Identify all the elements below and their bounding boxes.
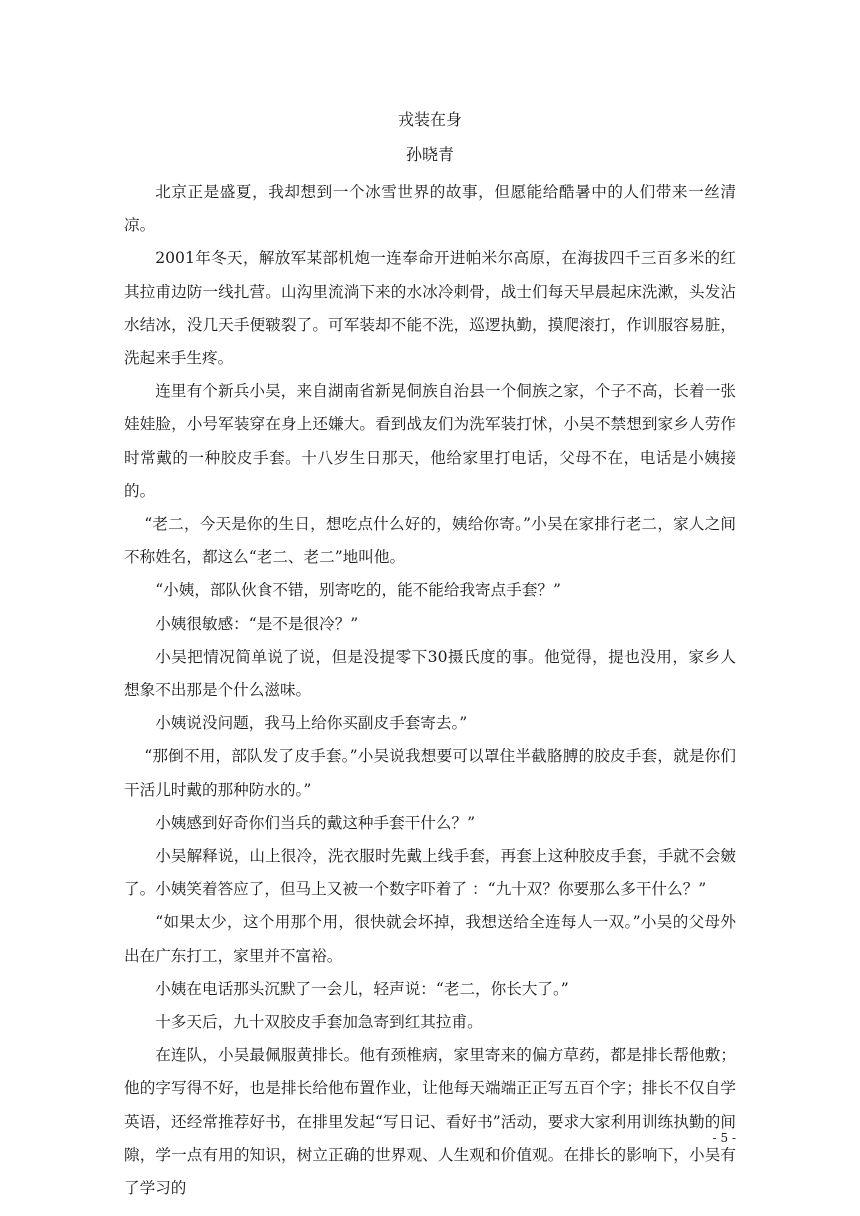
- paragraph: 在连队，小吴最佩服黄排长。他有颈椎病，家里寄来的偏方草药，都是排长帮他敷；他的字写得不好，也是排长给他布置作业，让他每天端端正正写五百个字；排长不仅自学英语，还经常推荐好书，在排里发起“写日记、看好书”活动，要求大家利用训练执勤的间隙，学一点有用的知识，树立正确的世界观、人生观和价值观。在排长的影响下，小吴有了学习的: [124, 1046, 736, 1198]
- paragraph: 小姨在电话那头沉默了一会儿，轻声说：“老二，你长大了。”: [155, 979, 569, 998]
- paragraph: “那倒不用，部队发了皮手套。”小吴说我想要可以罩住半截胳膊的胶皮手套，就是你们干活儿时戴的那种防水的。”: [124, 747, 736, 799]
- paragraph: 小姨很敏感：“是不是很冷？”: [155, 614, 359, 633]
- paragraph: 小吴把情况简单说了说，但是没提零下30摄氏度的事。他觉得，提也没用，家乡人想象不出那是个什么滋味。: [124, 647, 736, 700]
- paragraph: 北京正是盛夏，我却想到一个冰雪世界的故事，但愿能给酷暑中的人们带来一丝清凉。: [124, 183, 736, 235]
- paragraph: “小姨，部队伙食不错，别寄吃的，能不能给我寄点手套？”: [155, 581, 561, 600]
- paragraph: 小姨说没问题，我马上给你买副皮手套寄去。”: [155, 714, 468, 733]
- article-body: [124, 176, 736, 1205]
- paragraph: 2001年冬天，解放军某部机炮一连奉命开进帕米尔高原，在海拔四千三百多米的红其拉甫边防一线扎营。山沟里流淌下来的水冰冷刺骨，战士们每天早晨起床洗漱，头发沾水结冰，没几天手便皲裂了。可军装却不能不洗，巡逻执勤，摸爬滚打，作训服容易脏，洗起来手生疼。: [124, 249, 736, 368]
- paragraph: “如果太少，这个用那个用，很快就会坏掉，我想送给全连每人一双。”小吴的父母外出在广东打工，家里并不富裕。: [124, 913, 736, 965]
- paragraph: 小姨感到好奇你们当兵的戴这种手套干什么？”: [155, 813, 476, 832]
- page-number: - 5 -: [712, 1131, 736, 1145]
- paragraph: “老二，今天是你的生日，想吃点什么好的，姨给你寄。”小吴在家排行老二，家人之间不称姓名，都这么“老二、老二”地叫他。: [124, 515, 736, 567]
- paragraph: 连里有个新兵小吴，来自湖南省新晃侗族自治县一个侗族之家，个子不高，长着一张娃娃脸，小号军装穿在身上还嫌大。看到战友们为洗军装打怵，小吴不禁想到家乡人劳作时常戴的一种胶皮手套。十八岁生日那天，他给家里打电话，父母不在，电话是小姨接的。: [124, 382, 736, 500]
- paragraph: 小吴解释说，山上很冷，洗衣服时先戴上线手套，再套上这种胶皮手套，手就不会皴了。小姨笑着答应了，但马上又被一个数字吓着了 ：“九十双？你要那么多干什么？”: [124, 847, 736, 899]
- article-author: 孙晓青: [405, 145, 454, 164]
- paragraph: 十多天后，九十双胶皮手套加急寄到红其拉甫。: [155, 1013, 483, 1032]
- article-title: 戎装在身: [397, 110, 462, 129]
